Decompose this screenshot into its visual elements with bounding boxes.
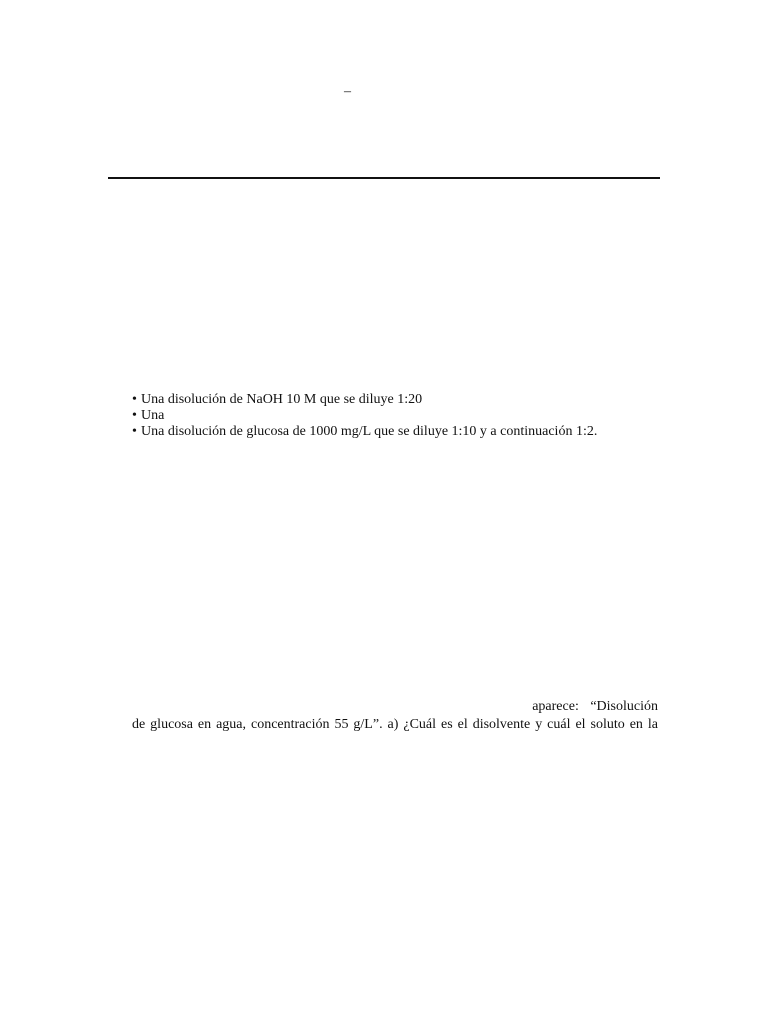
list-item-text: Una disolución de NaOH 10 M que se diluye 1:20	[141, 392, 423, 407]
bullet-marker: •	[132, 408, 137, 423]
list-item-text: Una	[141, 408, 165, 423]
bullet-marker: •	[132, 392, 137, 407]
bullet-list	[132, 392, 597, 440]
list-item-text: Una disolución de glucosa de 1000 mg/L que se diluye 1:10 y a continuación 1:2.	[141, 424, 598, 439]
paragraph-line-2: de glucosa en agua, concentración 55 g/L”. a) ¿Cuál es el disolvente y cuál el soluto en la	[132, 717, 658, 732]
header-dash: –	[344, 84, 351, 99]
bullet-marker: •	[132, 424, 137, 439]
horizontal-rule	[108, 177, 660, 179]
list-item	[132, 392, 597, 408]
list-item	[132, 424, 597, 440]
list-item	[132, 408, 597, 424]
paragraph-line-1: aparece: “Disolución	[532, 699, 658, 714]
